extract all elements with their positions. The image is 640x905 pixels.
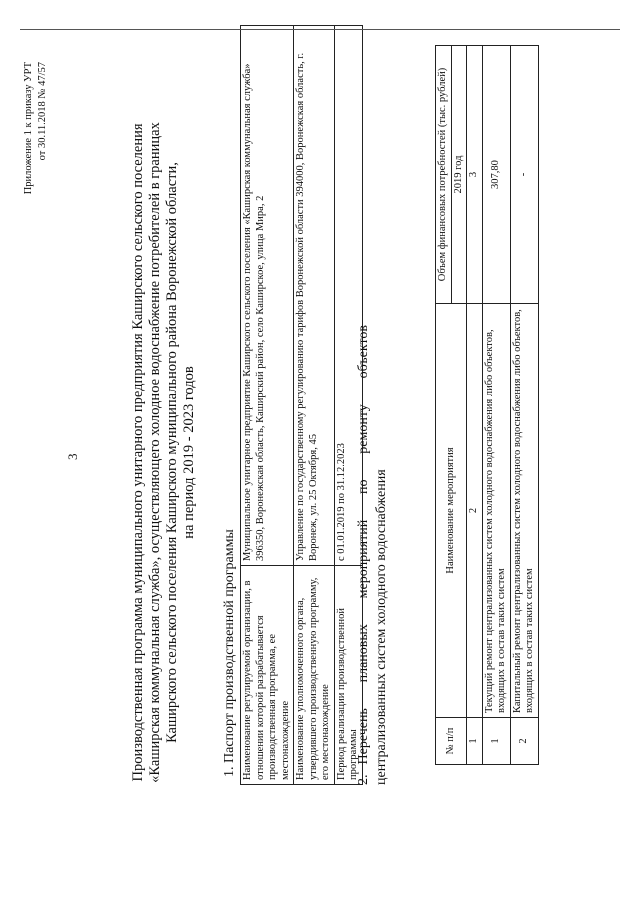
section-1-title: Паспорт производственной программы	[222, 529, 237, 763]
title-line-4: на период 2019 - 2023 годов	[181, 366, 197, 539]
title-line-2: «Каширская коммунальная служба», осуществляющего холодное водоснабжение потребителей в границах	[147, 122, 163, 783]
document-title	[130, 90, 198, 815]
passport-label: Наименование уполномоченного органа, утвердившего производственную программу, его местонахождение	[294, 566, 335, 785]
column-number: 1	[467, 718, 483, 765]
header-year: 2019 год	[451, 46, 467, 304]
section-2-number: 2.	[356, 774, 371, 785]
column-number: 3	[467, 46, 483, 304]
page-edge-rule	[20, 29, 620, 30]
header-name: Наименование мероприятия	[436, 304, 467, 718]
title-line-3: Каширского сельского поселения Каширского муниципального района Воронежской области,	[164, 162, 180, 743]
column-number: 2	[467, 304, 483, 718]
section-1-number: 1.	[222, 766, 237, 777]
measures-table	[435, 45, 539, 765]
appendix-line-2: от 30.11.2018 № 47/57	[37, 62, 48, 161]
header-volume: Объем финансовых потребностей (тыс. рублей)	[436, 46, 452, 304]
passport-label: Наименование регулируемой организации, в отношении которой разрабатывается производственная программа, ее местонахождение	[241, 566, 294, 785]
measure-name: Текущий ремонт централизованных систем холодного водоснабжения либо объектов, входящих в состав таких систем	[482, 304, 510, 718]
table-row	[241, 26, 294, 785]
header-no: № п/п	[436, 718, 467, 765]
passport-label: Период реализации производственной программы	[334, 566, 362, 785]
page-number: 3	[65, 453, 80, 460]
table-header-row	[436, 46, 452, 765]
passport-value: Управление по государственному регулированию тарифов Воронежской области 394000, Воронежская область, г. Воронеж, ул. 25 Октября, 45	[294, 26, 335, 566]
section-2-title: Перечень плановых мероприятий по ремонту объектов централизованных систем холодного водоснабжения	[356, 325, 389, 785]
row-number: 1	[482, 718, 510, 765]
measure-value: -	[510, 46, 538, 304]
measure-value: 307,80	[482, 46, 510, 304]
table-row	[294, 26, 335, 785]
appendix-line-1: Приложение 1 к приказу УРТ	[23, 62, 34, 195]
table-row	[482, 46, 510, 765]
appendix-note	[22, 62, 50, 194]
section-1-heading	[222, 529, 238, 777]
section-2-heading	[355, 325, 391, 785]
passport-value: с 01.01.2019 по 31.12.2023	[334, 26, 362, 566]
row-number: 2	[510, 718, 538, 765]
table-row	[510, 46, 538, 765]
measure-name: Капитальный ремонт централизованных систем холодного водоснабжения либо объектов, входящих в состав таких систем	[510, 304, 538, 718]
title-line-1: Производственная программа муниципального унитарного предприятия Каширского сельского поселения	[130, 123, 146, 782]
passport-table	[240, 25, 363, 785]
passport-value: Муниципальное унитарное предприятие Каширского сельского поселения «Каширская коммунальная служба» 396350, Воронежская область, Каширский район, село Каширское, улица Мира, 2	[241, 26, 294, 566]
column-number-row	[467, 46, 483, 765]
